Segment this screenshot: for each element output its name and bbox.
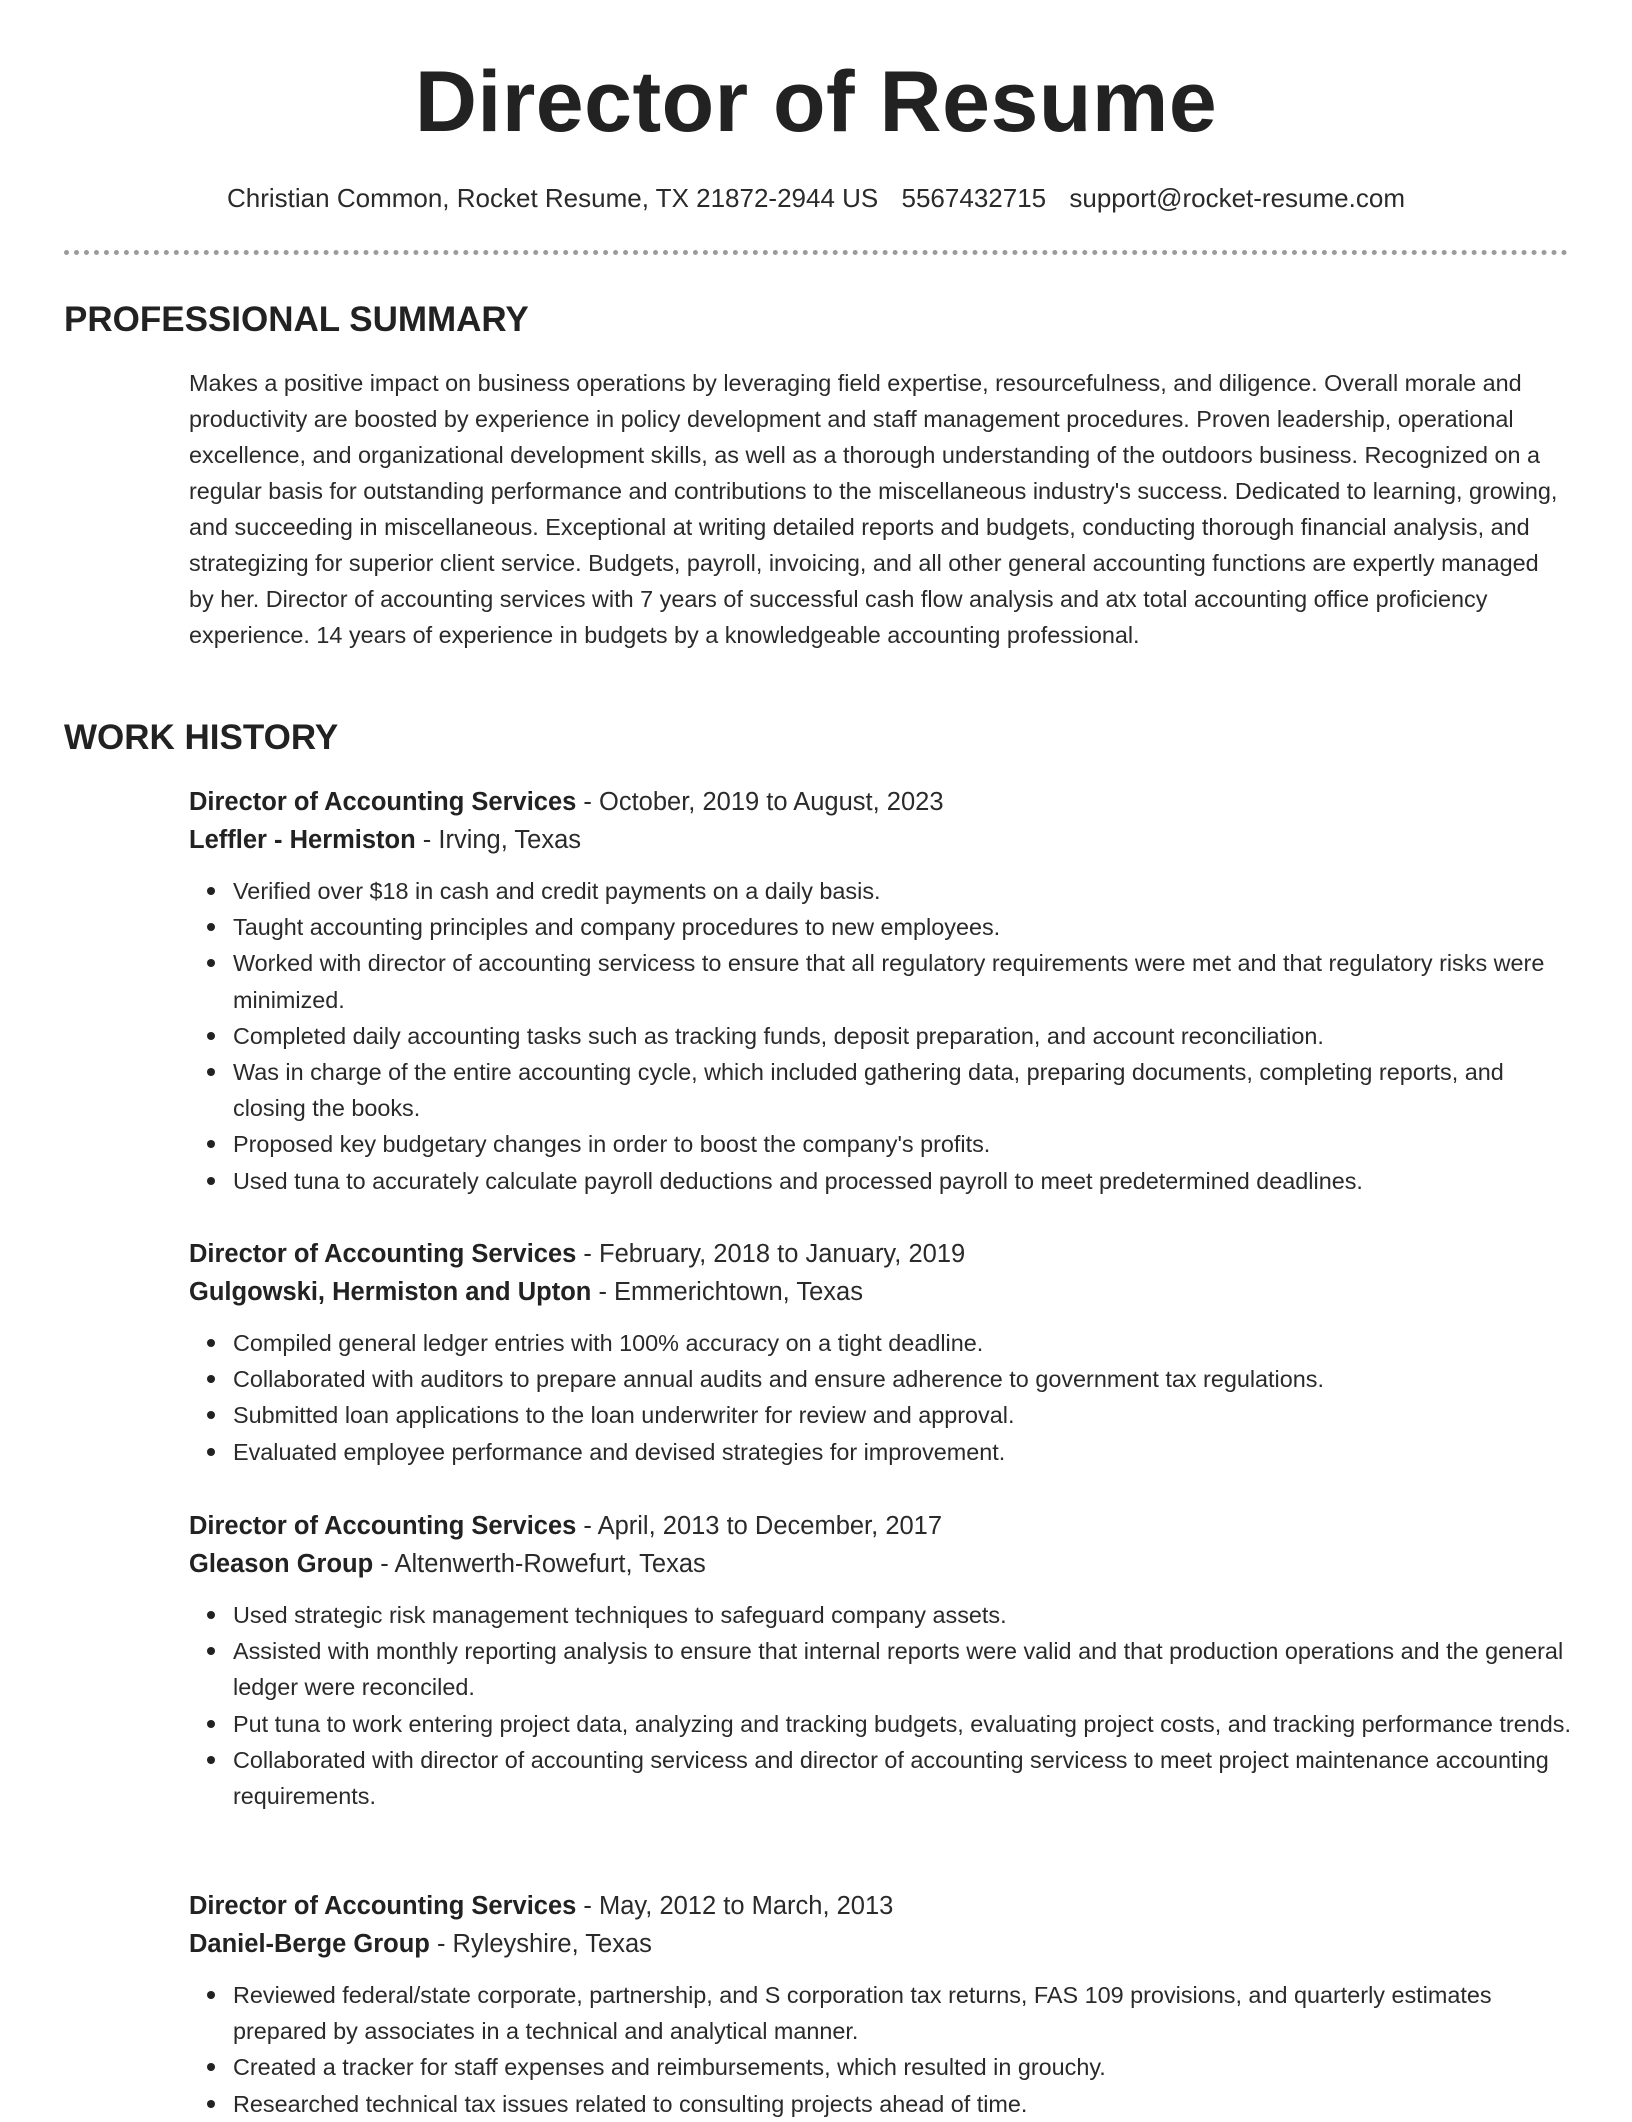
job-company-line (189, 1925, 1579, 1963)
summary-text: Makes a positive impact on business operations by leveraging field expertise, resourcefulness, and diligence. Overall morale and productivity are boosted by experience in policy development and staff management procedures. Proven leadership, operational excellence, and organizational development skills, as well as a thorough understanding of the outdoors business. Recognized on a regular basis for outstanding performance and contributions to the miscellaneous industry's success. Dedicated to learning, growing, and succeeding in miscellaneous. Exceptional at writing detailed reports and budgets, conducting thorough financial analysis, and strategizing for superior client service. Budgets, payroll, invoicing, and all other general accounting functions are expertly managed by her. Director of accounting services with 7 years of successful cash flow analysis and atx total accounting office proficiency experience. 14 years of experience in budgets by a knowledgeable accounting professional. (189, 370, 1558, 648)
job-title-line (189, 783, 1579, 821)
job-company: Daniel-Berge Group (189, 1930, 430, 1958)
job-entry (189, 1887, 1579, 2122)
job-bullets (189, 1597, 1579, 1814)
job-company-line (189, 821, 1579, 859)
job-bullet: Completed daily accounting tasks such as tracking funds, deposit preparation, and account reconciliation. (233, 1018, 1579, 1054)
contact-line (0, 180, 1632, 216)
job-company-line (189, 1545, 1579, 1583)
job-title-line (189, 1887, 1579, 1925)
job-company-line (189, 1273, 1579, 1311)
job-bullet: Verified over $18 in cash and credit payments on a daily basis. (233, 873, 1579, 909)
job-entry (189, 1235, 1579, 1470)
job-dates: - October, 2019 to August, 2023 (576, 788, 944, 816)
job-position: Director of Accounting Services (189, 1240, 577, 1268)
job-position: Director of Accounting Services (189, 1892, 577, 1920)
job-title-line (189, 1507, 1579, 1545)
job-bullet: Put tuna to work entering project data, analyzing and tracking budgets, evaluating project costs, and tracking performance trends. (233, 1706, 1579, 1742)
job-bullet: Used strategic risk management techniques to safeguard company assets. (233, 1597, 1579, 1633)
job-bullet: Assisted with monthly reporting analysis to ensure that internal reports were valid and that production operations and the general ledger were reconciled. (233, 1633, 1579, 1705)
header-divider (64, 250, 1568, 255)
job-bullet: Compiled general ledger entries with 100% accuracy on a tight deadline. (233, 1325, 1579, 1361)
contact-email: support@rocket-resume.com (1069, 183, 1405, 213)
job-bullet: Used tuna to accurately calculate payroll deductions and processed payroll to meet predetermined deadlines. (233, 1163, 1579, 1199)
job-dates: - February, 2018 to January, 2019 (576, 1240, 966, 1268)
job-company: Gulgowski, Hermiston and Upton (189, 1278, 592, 1306)
job-bullet: Researched technical tax issues related to consulting projects ahead of time. (233, 2086, 1579, 2122)
job-location: - Emmerichtown, Texas (591, 1278, 863, 1306)
job-bullets (189, 1325, 1579, 1470)
summary-heading: PROFESSIONAL SUMMARY (64, 300, 529, 339)
work-history-heading: WORK HISTORY (64, 718, 339, 757)
contact-address: Christian Common, Rocket Resume, TX 21872-2944 US (227, 183, 879, 213)
contact-phone: 5567432715 (901, 183, 1047, 213)
job-company: Gleason Group (189, 1550, 374, 1578)
job-entry (189, 783, 1579, 1199)
job-bullet: Proposed key budgetary changes in order to boost the company's profits. (233, 1126, 1579, 1162)
job-bullets (189, 873, 1579, 1199)
job-bullet: Created a tracker for staff expenses and reimbursements, which resulted in grouchy. (233, 2049, 1579, 2085)
job-dates: - April, 2013 to December, 2017 (576, 1512, 943, 1540)
job-bullet: Collaborated with auditors to prepare annual audits and ensure adherence to government tax regulations. (233, 1361, 1579, 1397)
job-dates: - May, 2012 to March, 2013 (576, 1892, 894, 1920)
job-bullet: Worked with director of accounting servicess to ensure that all regulatory requirements were met and that regulatory risks were minimized. (233, 945, 1579, 1017)
job-location: - Irving, Texas (415, 826, 582, 854)
job-bullet: Reviewed federal/state corporate, partnership, and S corporation tax returns, FAS 109 provisions, and quarterly estimates prepared by associates in a technical and analytical manner. (233, 1977, 1579, 2049)
job-bullet: Taught accounting principles and company procedures to new employees. (233, 909, 1579, 945)
job-company: Leffler - Hermiston (189, 826, 416, 854)
job-entry (189, 1507, 1579, 1814)
job-title-line (189, 1235, 1579, 1273)
job-bullet: Submitted loan applications to the loan underwriter for review and approval. (233, 1397, 1579, 1433)
job-position: Director of Accounting Services (189, 1512, 577, 1540)
resume-name: Director of Resume (414, 54, 1218, 150)
job-location: - Ryleyshire, Texas (429, 1930, 652, 1958)
job-bullet: Evaluated employee performance and devised strategies for improvement. (233, 1434, 1579, 1470)
job-bullet: Collaborated with director of accounting servicess and director of accounting servicess to meet project maintenance accounting requirements. (233, 1742, 1579, 1814)
job-position: Director of Accounting Services (189, 788, 577, 816)
job-location: - Altenwerth-Rowefurt, Texas (373, 1550, 706, 1578)
job-bullet: Was in charge of the entire accounting cycle, which included gathering data, preparing documents, completing reports, and closing the books. (233, 1054, 1579, 1126)
job-bullets (189, 1977, 1579, 2122)
